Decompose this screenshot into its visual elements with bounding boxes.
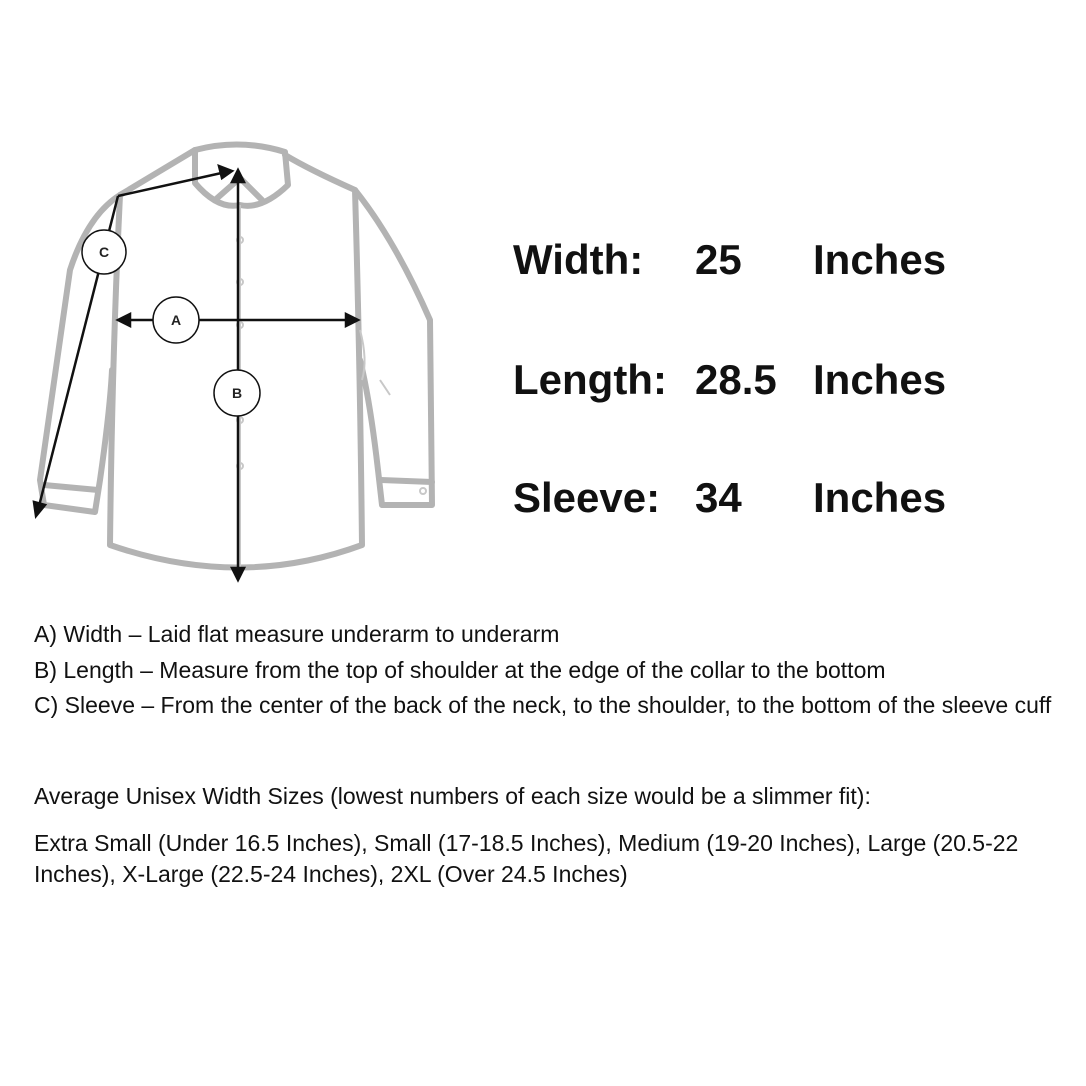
shirt-outline <box>40 144 432 567</box>
measurement-value: 34 <box>695 474 742 521</box>
size-guide-list: Extra Small (Under 16.5 Inches), Small (17-18.5 Inches), Medium (19-20 Inches), Large (20.5-22 Inches), X-Large (22.5-24 Inches), 2XL (Over 24.5 Inches) <box>34 830 1019 887</box>
measurement-arrows <box>34 166 358 580</box>
marker-a <box>153 297 199 343</box>
marker-c <box>82 230 126 274</box>
definition-sleeve: C) Sleeve – From the center of the back of the neck, to the shoulder, to the bottom of the sleeve cuff <box>34 692 1052 718</box>
measurement-label: Width: <box>513 236 644 283</box>
marker-c-label: C <box>98 244 110 260</box>
marker-b-label: B <box>231 385 243 401</box>
measurement-label: Sleeve: <box>513 474 661 521</box>
marker-b <box>214 370 260 416</box>
measurement-unit: Inches <box>813 474 947 521</box>
measurement-unit: Inches <box>813 356 947 403</box>
shirt-diagram <box>0 0 480 600</box>
measurement-unit: Inches <box>813 236 947 283</box>
marker-a-label: A <box>170 312 182 328</box>
measurement-value: 28.5 <box>695 356 777 403</box>
measurement-value: 25 <box>695 236 742 283</box>
size-guide <box>34 781 1074 890</box>
definition-length: B) Length – Measure from the top of shoulder at the edge of the collar to the bottom <box>34 657 886 683</box>
measurement-label: Length: <box>513 356 667 403</box>
definition-width: A) Width – Laid flat measure underarm to underarm <box>34 621 560 647</box>
measurement-definitions <box>34 619 1074 721</box>
size-guide-heading: Average Unisex Width Sizes (lowest numbers of each size would be a slimmer fit): <box>34 783 871 809</box>
